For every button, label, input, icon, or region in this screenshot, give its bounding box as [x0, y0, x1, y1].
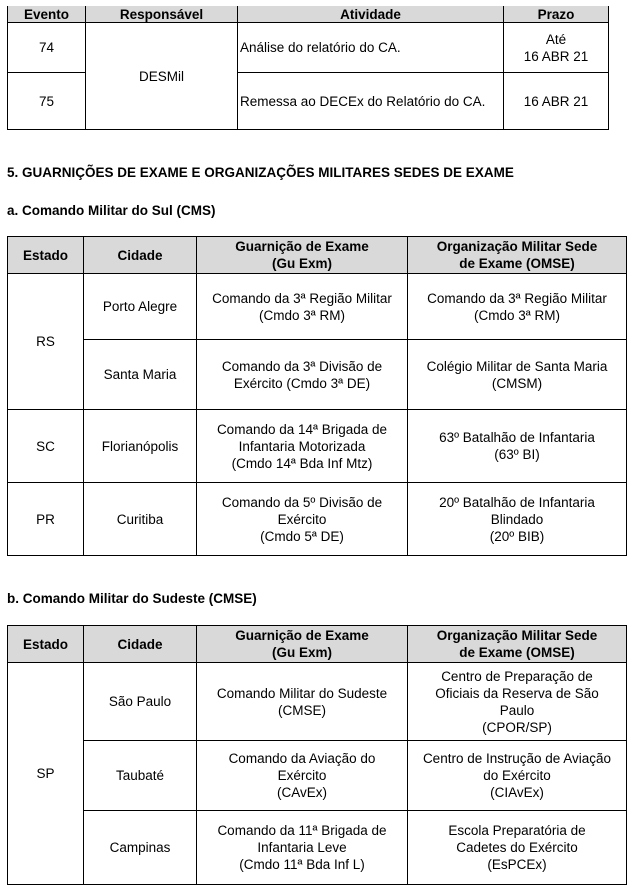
header-prazo: Prazo — [504, 6, 609, 23]
omse-cell: Colégio Militar de Santa Maria (CMSM) — [408, 340, 627, 410]
table-row — [8, 741, 627, 811]
estado-cell: RS — [8, 274, 84, 410]
cmse-header-row — [8, 626, 627, 663]
evento-cell: 74 — [8, 23, 86, 73]
header-atividade: Atividade — [238, 6, 504, 23]
omse-cell: Centro de Instrução de Aviação do Exército (CIAvEx) — [408, 741, 627, 811]
guarnicao-cell: Comando da 5º Divisão de Exército (Cmdo 5ª DE) — [197, 483, 408, 556]
header-omse: Organização Militar Sede de Exame (OMSE) — [408, 237, 627, 274]
estado-cell: SP — [8, 663, 84, 885]
guarnicao-cell: Comando da 11ª Brigada de Infantaria Leve (Cmdo 11ª Bda Inf L) — [197, 811, 408, 885]
table-row — [8, 340, 627, 410]
header-guarnicao: Guarnição de Exame (Gu Exm) — [197, 237, 408, 274]
evento-cell: 75 — [8, 73, 86, 130]
guarnicao-cell: Comando da 3ª Região Militar (Cmdo 3ª RM) — [197, 274, 408, 340]
table-row — [8, 483, 627, 556]
cidade-cell: Taubaté — [84, 741, 197, 811]
table-row — [8, 23, 609, 73]
omse-cell: Centro de Preparação de Oficiais da Reserva de São Paulo (CPOR/SP) — [408, 663, 627, 741]
omse-cell: Escola Preparatória de Cadetes do Exército (EsPCEx) — [408, 811, 627, 885]
responsavel-cell: DESMil — [86, 23, 238, 130]
guarnicao-cell: Comando da 3ª Divisão de Exército (Cmdo 3ª DE) — [197, 340, 408, 410]
events-header-row — [8, 6, 609, 23]
cidade-cell: Florianópolis — [84, 410, 197, 483]
table-row — [8, 811, 627, 885]
cmse-heading: b. Comando Militar do Sudeste (CMSE) — [7, 591, 257, 606]
cidade-cell: Curitiba — [84, 483, 197, 556]
estado-cell: PR — [8, 483, 84, 556]
table-row — [8, 410, 627, 483]
header-responsavel: Responsável — [86, 6, 238, 23]
header-guarnicao: Guarnição de Exame (Gu Exm) — [197, 626, 408, 663]
omse-cell: 20º Batalhão de Infantaria Blindado (20º BIB) — [408, 483, 627, 556]
estado-cell: SC — [8, 410, 84, 483]
prazo-cell: 16 ABR 21 — [504, 73, 609, 130]
header-estado: Estado — [8, 626, 84, 663]
header-evento: Evento — [8, 6, 86, 23]
section-heading: 5. GUARNIÇÕES DE EXAME E ORGANIZAÇÕES MILITARES SEDES DE EXAME — [7, 165, 514, 180]
header-omse: Organização Militar Sede de Exame (OMSE) — [408, 626, 627, 663]
cidade-cell: Porto Alegre — [84, 274, 197, 340]
cms-table — [7, 236, 627, 556]
table-row — [8, 274, 627, 340]
table-row — [8, 663, 627, 741]
header-estado: Estado — [8, 237, 84, 274]
atividade-cell: Remessa ao DECEx do Relatório do CA. — [238, 73, 504, 130]
header-cidade: Cidade — [84, 237, 197, 274]
guarnicao-cell: Comando Militar do Sudeste (CMSE) — [197, 663, 408, 741]
events-table — [7, 6, 609, 130]
atividade-cell: Análise do relatório do CA. — [238, 23, 504, 73]
prazo-cell: Até 16 ABR 21 — [504, 23, 609, 73]
cidade-cell: Campinas — [84, 811, 197, 885]
guarnicao-cell: Comando da 14ª Brigada de Infantaria Motorizada (Cmdo 14ª Bda Inf Mtz) — [197, 410, 408, 483]
omse-cell: Comando da 3ª Região Militar (Cmdo 3ª RM) — [408, 274, 627, 340]
guarnicao-cell: Comando da Aviação do Exército (CAvEx) — [197, 741, 408, 811]
cms-heading: a. Comando Militar do Sul (CMS) — [7, 203, 216, 218]
cidade-cell: Santa Maria — [84, 340, 197, 410]
cms-header-row — [8, 237, 627, 274]
cidade-cell: São Paulo — [84, 663, 197, 741]
omse-cell: 63º Batalhão de Infantaria (63º BI) — [408, 410, 627, 483]
cmse-table — [7, 625, 627, 885]
header-cidade: Cidade — [84, 626, 197, 663]
